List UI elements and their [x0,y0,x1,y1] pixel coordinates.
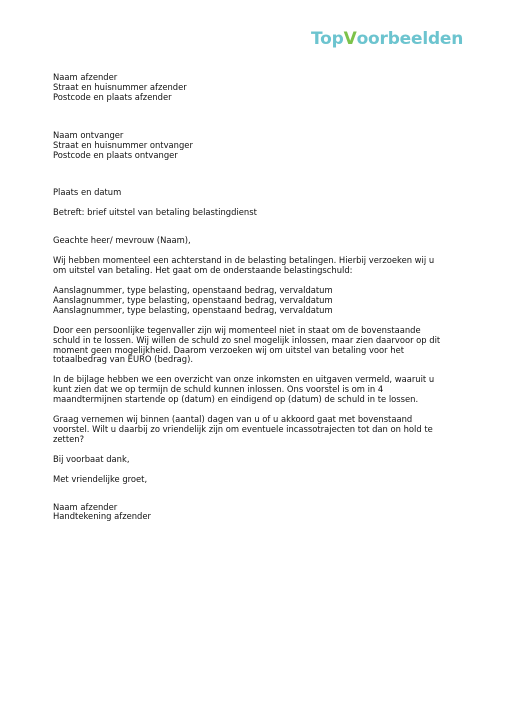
debt-item: Aanslagnummer, type belasting, openstaand bedrag, vervaldatum [53,284,333,295]
place-date: Plaats en datum [53,187,122,198]
salutation: Geachte heer/ mevrouw (Naam), [53,235,191,246]
recipient-block [53,131,453,161]
topvoorbeelden-logo [311,28,463,50]
paragraph-line: zetten? [53,433,85,444]
logo-v-mark: V [343,29,357,49]
paragraph-line: maandtermijnen startende op (datum) en eindigend op (datum) de schuld in te lossen. [53,394,419,405]
paragraph-reason [53,326,453,366]
paragraph-line: voorstel. Wilt u daarbij zo vriendelijk zijn om eventuele incassotrajecten tot dan on hold te [53,423,433,434]
subject-line: Betreft: brief uitstel van betaling belastingdienst [53,207,257,218]
signature-line: Handtekening afzender [53,511,151,522]
recipient-street: Straat en huisnummer ontvanger [53,139,193,150]
sender-name: Naam afzender [53,72,118,82]
paragraph-line: moment geen mogelijkheid. Daarom verzoeken wij om uitstel van betaling voor het [53,344,405,355]
paragraph-intro [53,256,453,276]
thanks-line: Bij voorbaat dank, [53,453,130,464]
paragraph-line: Wij hebben momenteel een achterstand in de belasting betalingen. Hierbij verzoeken wij u [53,255,435,266]
logo-text-top: Top [311,29,344,49]
sender-city: Postcode en plaats afzender [53,91,172,102]
sender-block [53,73,453,103]
recipient-name: Naam ontvanger [53,129,124,140]
closing-line: Met vriendelijke groet, [53,473,148,484]
paragraph-line: totaalbedrag van EURO (bedrag). [53,354,194,365]
debt-item: Aanslagnummer, type belasting, openstaand bedrag, vervaldatum [53,304,333,315]
paragraph-line: Door een persoonlijke tegenvaller zijn wij momenteel niet in staat om de bovenstaande [53,324,421,335]
paragraph-line: Graag vernemen wij binnen (aantal) dagen van u of u akkoord gaat met bovenstaand [53,414,413,425]
signature-block [53,503,453,523]
paragraph-proposal [53,375,453,405]
recipient-city: Postcode en plaats ontvanger [53,149,178,160]
paragraph-line: In de bijlage hebben we een overzicht van onze inkomsten en uitgaven vermeld, waaruit u [53,374,435,385]
debt-item: Aanslagnummer, type belasting, openstaand bedrag, vervaldatum [53,294,333,305]
debt-list [53,286,453,316]
paragraph-line: kunt zien dat we op termijn de schuld kunnen inlossen. Ons voorstel is om in 4 [53,384,384,395]
paragraph-request [53,415,453,445]
sender-street: Straat en huisnummer afzender [53,81,187,92]
signature-name: Naam afzender [53,501,118,512]
paragraph-line: schuld in te lossen. Wij willen de schuld zo snel mogelijk inlossen, maar zien daarvoor op dit [53,334,441,345]
paragraph-line: om uitstel van betaling. Het gaat om de onderstaande belastingschuld: [53,265,353,276]
letter-body [53,73,453,522]
logo-text-voorbeelden: oorbeelden [356,29,464,49]
